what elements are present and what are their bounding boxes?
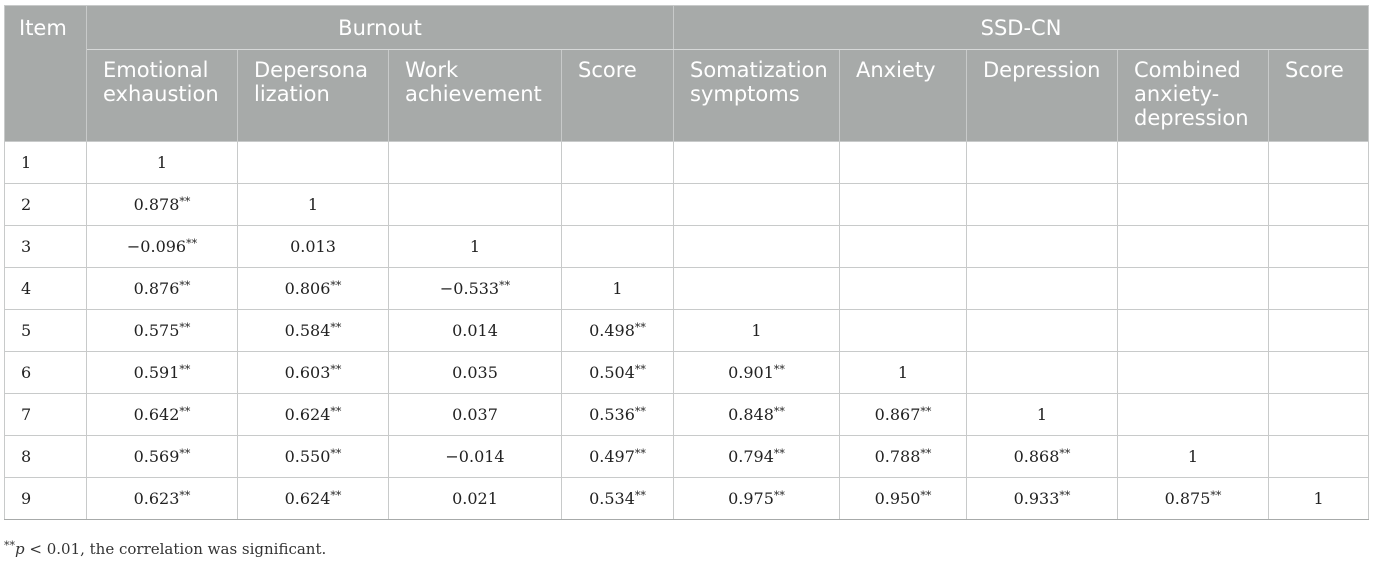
table-cell	[1118, 184, 1269, 226]
significance-mark: **	[330, 321, 342, 334]
table-cell	[1269, 478, 1369, 520]
table-cell	[238, 436, 389, 478]
table-cell	[967, 226, 1118, 268]
cell-value: −0.096	[126, 237, 187, 256]
cell-value: 0.950	[874, 489, 921, 508]
table-cell	[87, 436, 238, 478]
cell-value: 0.868	[1013, 447, 1060, 466]
row-item-label: 2	[5, 184, 87, 226]
cell-value: 0.035	[452, 363, 498, 382]
significance-mark: **	[773, 447, 785, 460]
cell-value: 0.867	[874, 405, 921, 424]
table-cell	[1269, 184, 1369, 226]
table-row	[5, 478, 1369, 520]
cell-value: 0.933	[1013, 489, 1060, 508]
table-cell	[840, 142, 967, 184]
footnote-mark: **	[4, 539, 15, 552]
cell-value: 0.878	[133, 195, 180, 214]
table-row	[5, 184, 1369, 226]
cell-value: 0.037	[452, 405, 498, 424]
table-cell	[238, 142, 389, 184]
table-cell	[840, 394, 967, 436]
table-cell	[562, 268, 674, 310]
table-cell	[674, 142, 840, 184]
significance-mark: **	[330, 279, 342, 292]
table-cell	[389, 394, 562, 436]
table-cell	[674, 436, 840, 478]
cell-value: 0.013	[290, 237, 336, 256]
cell-value: 0.536	[589, 405, 635, 424]
table-cell	[840, 352, 967, 394]
header-row-groups	[5, 6, 1369, 50]
significance-mark: **	[1059, 447, 1071, 460]
cell-value: 0.584	[284, 321, 331, 340]
cell-value: 1	[1313, 489, 1324, 508]
table-cell	[562, 394, 674, 436]
cell-value: 0.014	[452, 321, 498, 340]
table-cell	[674, 478, 840, 520]
table-cell	[87, 394, 238, 436]
cell-value: 1	[156, 153, 168, 172]
significance-mark: **	[920, 405, 932, 418]
table-cell	[87, 142, 238, 184]
significance-mark: **	[179, 447, 191, 460]
table-cell	[562, 142, 674, 184]
table-cell	[389, 226, 562, 268]
table-cell	[1118, 226, 1269, 268]
row-item-label: 7	[5, 394, 87, 436]
significance-mark: **	[773, 489, 785, 502]
cell-value: 1	[897, 363, 909, 382]
table-row	[5, 268, 1369, 310]
cell-value: 0.642	[133, 405, 180, 424]
table-cell	[674, 352, 840, 394]
significance-mark: **	[179, 321, 191, 334]
footnote-p: p	[15, 540, 25, 558]
significance-mark: **	[634, 363, 646, 376]
significance-mark: **	[179, 405, 191, 418]
table-row	[5, 436, 1369, 478]
cell-value: 0.575	[133, 321, 180, 340]
cell-value: 1	[612, 279, 623, 298]
table-cell	[1269, 142, 1369, 184]
significance-mark: **	[1210, 489, 1222, 502]
cell-value: 0.975	[728, 489, 774, 508]
table-header	[5, 6, 1369, 142]
cell-value: 0.875	[1164, 489, 1211, 508]
table-cell	[238, 310, 389, 352]
row-item-label: 5	[5, 310, 87, 352]
table-cell	[1118, 268, 1269, 310]
table-cell	[967, 352, 1118, 394]
cell-value: 0.534	[589, 489, 635, 508]
cell-value: 0.788	[874, 447, 921, 466]
table-cell	[840, 268, 967, 310]
significance-mark: **	[634, 321, 646, 334]
significance-mark: **	[773, 405, 785, 418]
table-cell	[1269, 352, 1369, 394]
significance-mark: **	[773, 363, 785, 376]
row-item-label: 6	[5, 352, 87, 394]
cell-value: 1	[751, 321, 762, 340]
table-cell	[967, 478, 1118, 520]
table-row	[5, 394, 1369, 436]
table-cell	[967, 184, 1118, 226]
table-cell	[238, 478, 389, 520]
col-header-somatization-symptoms: Somatization symptoms	[674, 50, 840, 142]
table-cell	[238, 184, 389, 226]
table-cell	[674, 226, 840, 268]
table-cell	[674, 184, 840, 226]
row-item-label: 9	[5, 478, 87, 520]
cell-value: 0.603	[284, 363, 331, 382]
cell-value: 0.901	[728, 363, 774, 382]
table-cell	[389, 142, 562, 184]
header-row-columns	[5, 50, 1369, 142]
table-footnote	[4, 539, 326, 558]
table-row	[5, 352, 1369, 394]
table-cell	[967, 394, 1118, 436]
table-cell	[389, 268, 562, 310]
table-body	[5, 142, 1369, 520]
significance-mark: **	[330, 363, 342, 376]
table-cell	[87, 478, 238, 520]
table-cell	[840, 478, 967, 520]
table-cell	[674, 394, 840, 436]
table-cell	[1269, 268, 1369, 310]
cell-value: 0.624	[284, 405, 331, 424]
significance-mark: **	[920, 489, 932, 502]
table-cell	[840, 226, 967, 268]
significance-mark: **	[179, 279, 191, 292]
table-cell	[87, 310, 238, 352]
row-item-label: 4	[5, 268, 87, 310]
cell-value: 0.504	[589, 363, 635, 382]
table-cell	[1269, 310, 1369, 352]
cell-value: 0.591	[133, 363, 180, 382]
table-cell	[238, 226, 389, 268]
cell-value: 0.624	[284, 489, 331, 508]
row-item-label: 8	[5, 436, 87, 478]
significance-mark: **	[634, 405, 646, 418]
significance-mark: **	[499, 279, 511, 292]
table-cell	[389, 478, 562, 520]
table-cell	[1269, 394, 1369, 436]
col-header-ssd-score: Score	[1269, 50, 1369, 142]
cell-value: −0.533	[439, 279, 500, 298]
table-cell	[840, 436, 967, 478]
table-cell	[674, 268, 840, 310]
cell-value: 0.848	[728, 405, 774, 424]
table-cell	[840, 184, 967, 226]
table-cell	[840, 310, 967, 352]
row-item-label: 3	[5, 226, 87, 268]
table-cell	[562, 352, 674, 394]
table-cell	[562, 226, 674, 268]
col-header-anxiety: Anxiety	[840, 50, 967, 142]
significance-mark: **	[330, 489, 342, 502]
table-cell	[674, 310, 840, 352]
table-cell	[967, 142, 1118, 184]
table-cell	[1118, 436, 1269, 478]
footnote-text: < 0.01, the correlation was significant.	[24, 540, 327, 558]
table-cell	[562, 184, 674, 226]
significance-mark: **	[179, 195, 191, 208]
table-cell	[389, 184, 562, 226]
table-cell	[562, 436, 674, 478]
table-cell	[87, 226, 238, 268]
table-cell	[1269, 436, 1369, 478]
cell-value: 1	[1187, 447, 1199, 466]
table-cell	[1118, 310, 1269, 352]
significance-mark: **	[1059, 489, 1071, 502]
item-header: Item	[5, 6, 87, 142]
cell-value: 0.623	[133, 489, 180, 508]
significance-mark: **	[330, 405, 342, 418]
table-cell	[238, 352, 389, 394]
significance-mark: **	[179, 363, 191, 376]
table-cell	[87, 184, 238, 226]
table-cell	[1118, 352, 1269, 394]
col-header-depression: Depression	[967, 50, 1118, 142]
cell-value: 1	[469, 237, 481, 256]
table-cell	[389, 310, 562, 352]
significance-mark: **	[920, 447, 932, 460]
cell-value: 0.498	[589, 321, 635, 340]
significance-mark: **	[634, 489, 646, 502]
ssd-cn-group-header: SSD-CN	[674, 6, 1369, 50]
cell-value: 0.569	[133, 447, 180, 466]
table-cell	[238, 394, 389, 436]
correlation-table	[4, 5, 1369, 520]
table-cell	[1118, 142, 1269, 184]
table-cell	[1118, 478, 1269, 520]
table-cell	[389, 352, 562, 394]
col-header-work-achievement: Work achievement	[389, 50, 562, 142]
col-header-burnout-score: Score	[562, 50, 674, 142]
significance-mark: **	[186, 237, 198, 250]
table-cell	[1269, 226, 1369, 268]
cell-value: 0.876	[133, 279, 180, 298]
cell-value: 1	[307, 195, 319, 214]
cell-value: 0.794	[728, 447, 774, 466]
significance-mark: **	[634, 447, 646, 460]
col-header-emotional-exhaustion: Emotional exhaustion	[87, 50, 238, 142]
col-header-depersonalization: Depersona lization	[238, 50, 389, 142]
table-cell	[238, 268, 389, 310]
table-cell	[389, 436, 562, 478]
cell-value: 1	[1036, 405, 1048, 424]
cell-value: −0.014	[445, 447, 505, 466]
col-header-combined-anxiety-depression: Combined anxiety-depression	[1118, 50, 1269, 142]
table-row	[5, 226, 1369, 268]
table-cell	[562, 478, 674, 520]
table-cell	[967, 310, 1118, 352]
table-cell	[562, 310, 674, 352]
significance-mark: **	[330, 447, 342, 460]
table-cell	[967, 436, 1118, 478]
table-cell	[967, 268, 1118, 310]
table-cell	[1118, 394, 1269, 436]
cell-value: 0.806	[284, 279, 331, 298]
table-cell	[87, 352, 238, 394]
cell-value: 0.497	[589, 447, 635, 466]
cell-value: 0.021	[452, 489, 498, 508]
significance-mark: **	[179, 489, 191, 502]
cell-value: 0.550	[284, 447, 331, 466]
table-cell	[87, 268, 238, 310]
row-item-label: 1	[5, 142, 87, 184]
burnout-group-header: Burnout	[87, 6, 674, 50]
table-row	[5, 310, 1369, 352]
table-row	[5, 142, 1369, 184]
